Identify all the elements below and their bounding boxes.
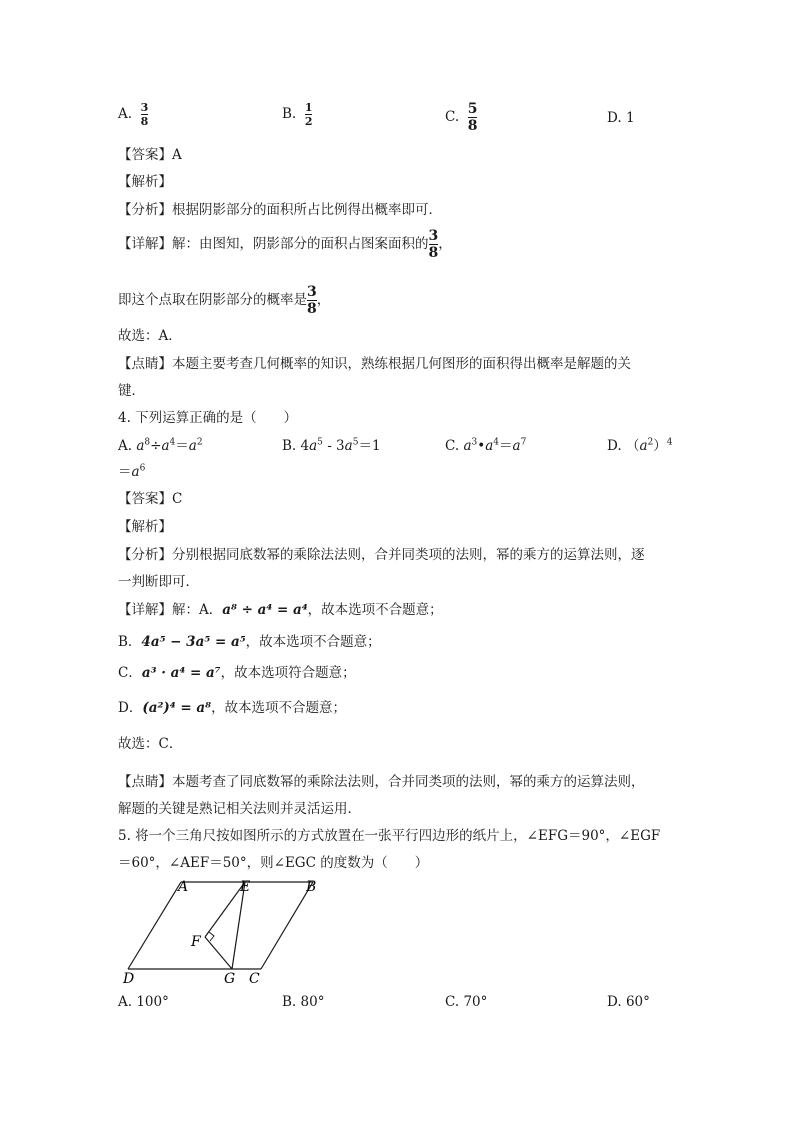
option-letter: C.	[445, 109, 460, 125]
q4-option-a: A. $a^8\div a^4=a^2$	[118, 437, 203, 454]
q4-option-d-cont: $=a^6$	[118, 463, 146, 480]
parallelogram-figure	[118, 876, 338, 988]
label-c: C	[249, 971, 260, 987]
q5-stem-1: 5. 将一个三角尺按如图所示的方式放置在一张平行四边形的纸片上，∠EFG＝90°，∠EGF	[118, 828, 661, 844]
q4-dianjing-1: 【点睛】本题考查了同底数幂的乘除法法则，合并同类项的法则，幂的乘方的运算法则，	[118, 774, 645, 790]
q3-answer: 【答案】A	[118, 147, 182, 163]
segment-eg	[232, 882, 245, 969]
label-b: B	[306, 879, 317, 895]
q4-option-c: C. $a^3•a^4=a^7$	[445, 437, 527, 454]
label-d: D	[123, 971, 135, 987]
q4-fenxi-2: 一判断即可．	[118, 574, 199, 590]
label-g: G	[224, 971, 236, 987]
label-e: E	[240, 879, 251, 895]
right-angle-marker	[209, 932, 214, 941]
q3-fenxi: 【分析】根据阴影部分的面积所占比例得出概率即可．	[118, 202, 442, 218]
q3-option-b	[282, 102, 312, 127]
segment-fg	[205, 937, 232, 969]
option-letter: B.	[282, 106, 297, 122]
q5-option-b: B. 80°	[282, 994, 325, 1010]
q4-stem: 4. 下列运算正确的是（ ）	[118, 410, 298, 426]
q3-option-d: D. 1	[607, 110, 635, 126]
q4-detail-c: C．a³ · a⁴ = a⁷，故本选项符合题意；	[118, 665, 356, 681]
q4-jiexi: 【解析】	[118, 519, 172, 535]
q5-option-a: A. 100°	[118, 994, 169, 1010]
q4-dianjing-2: 解题的关键是熟记相关法则并灵活运用．	[118, 801, 361, 817]
fraction: $\frac{3}{8}$	[428, 228, 439, 261]
label-f: F	[191, 934, 201, 950]
q3-probability-line: 即这个点取在阴影部分的概率是 $\frac{3}{8}$ ，	[118, 284, 331, 317]
q4-detail-a: 【详解】解：A．a⁸ ÷ a⁴ = a⁴，故本选项不合题意；	[118, 602, 443, 618]
segment-ad	[128, 882, 181, 969]
q4-option-d: D. $(a^2)^4$	[607, 437, 673, 454]
q3-option-c	[445, 102, 477, 133]
fraction: $\frac{5}{8}$	[467, 101, 478, 134]
q5-option-d: D. 60°	[607, 994, 650, 1010]
fraction: $\frac{1}{2}$	[304, 101, 313, 128]
q3-option-a	[118, 102, 148, 127]
q3-guxuan: 故选：A．	[118, 328, 182, 344]
q4-guxuan: 故选：C．	[118, 736, 183, 752]
q5-stem-2: ＝60°，∠AEF＝50°，则∠EGC 的度数为（ ）	[118, 855, 429, 871]
q3-dianjing-2: 键．	[118, 383, 145, 399]
segment-ef	[205, 882, 245, 937]
q5-option-c: C. 70°	[445, 994, 488, 1010]
label-a: A	[178, 879, 189, 895]
q4-answer: 【答案】C	[118, 491, 183, 507]
option-letter: A.	[118, 106, 133, 122]
q3-dianjing-1: 【点睛】本题主要考查几何概率的知识，熟练根据几何图形的面积得出概率是解题的关	[118, 356, 631, 372]
q4-fenxi-1: 【分析】分别根据同底数幂的乘除法法则，合并同类项的法则，幂的乘方的运算法则，逐	[118, 547, 645, 563]
q4-detail-b: B．4a⁵ − 3a⁵ = a⁵，故本选项不合题意；	[118, 634, 381, 650]
q3-xiangjie: 【详解】解：由图知，阴影部分的面积占图案面积的 $\frac{3}{8}$ ，	[118, 228, 452, 261]
q4-detail-d: D．(a²)⁴ = a⁸，故本选项不合题意；	[118, 700, 347, 716]
segment-bc	[261, 882, 313, 969]
fraction: $\frac{3}{8}$	[307, 284, 317, 317]
fraction: $\frac{3}{8}$	[140, 101, 149, 128]
q4-option-b: B. $4a^5 - 3a^5=1$	[282, 437, 381, 454]
q3-jiexi: 【解析】	[118, 174, 172, 190]
